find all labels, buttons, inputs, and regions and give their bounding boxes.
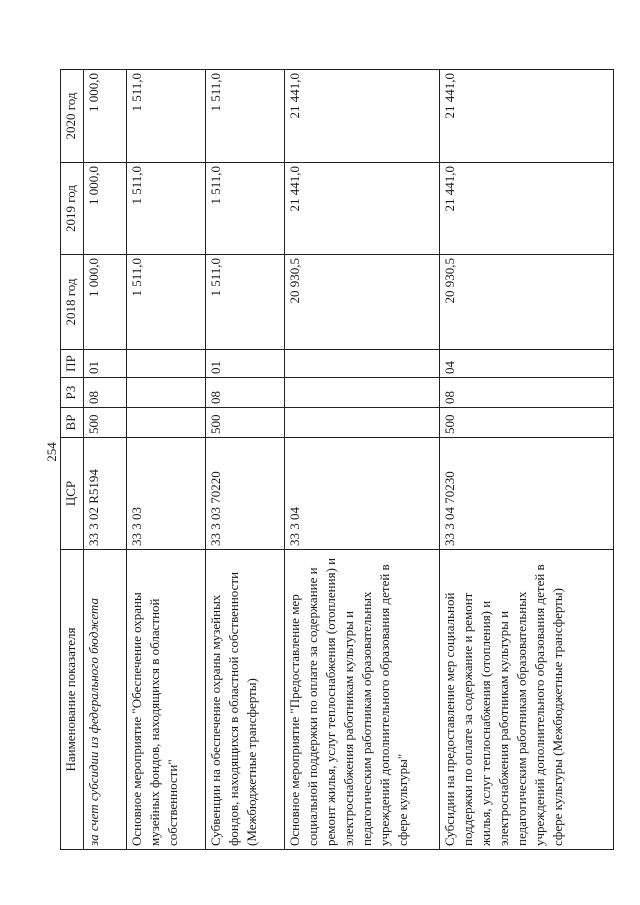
row-vr — [127, 408, 206, 438]
header-2018: 2018 год — [61, 255, 84, 350]
row-pr: 01 — [206, 350, 285, 378]
row-2019: 1 511,0 — [206, 163, 285, 255]
row-rz — [285, 378, 440, 408]
table-row — [285, 70, 440, 850]
row-pr: 04 — [440, 350, 614, 378]
row-csr: 33 3 03 — [127, 438, 206, 550]
row-name: Основное мероприятие "Предоставление мер социальной поддержки по оплате за содержание и ремонт жилья, услуг теплоснабжения (отопления) и электроснабжения работникам культуры и педагогическим работникам образовательных учреждений дополнительного образования детей в сфере культуры" — [285, 550, 440, 850]
row-2018: 1 511,0 — [127, 255, 206, 350]
row-csr: 33 3 02 R5194 — [84, 438, 127, 550]
row-2019: 21 441,0 — [285, 163, 440, 255]
row-pr: 01 — [84, 350, 127, 378]
header-rz: РЗ — [61, 378, 84, 408]
row-rz: 08 — [206, 378, 285, 408]
row-csr: 33 3 03 70220 — [206, 438, 285, 550]
table-row — [127, 70, 206, 850]
row-pr — [285, 350, 440, 378]
rotated-table-wrapper — [60, 70, 565, 850]
row-name: за счет субсидии из федерального бюджета — [84, 550, 127, 850]
header-2019: 2019 год — [61, 163, 84, 255]
header-pr: ПР — [61, 350, 84, 378]
row-rz: 08 — [84, 378, 127, 408]
row-vr: 500 — [84, 408, 127, 438]
row-pr — [127, 350, 206, 378]
row-2020: 1 511,0 — [206, 70, 285, 163]
row-csr: 33 3 04 70230 — [440, 438, 614, 550]
row-2018: 20 930,5 — [440, 255, 614, 350]
row-2018: 1 000,0 — [84, 255, 127, 350]
row-2019: 1 000,0 — [84, 163, 127, 255]
page-number: 254 — [44, 442, 59, 462]
row-vr: 500 — [206, 408, 285, 438]
header-name: Наименование показателя — [61, 550, 84, 850]
row-name: Субвенции на обеспечение охраны музейных фондов, находящихся в областной собственности (Межбюджетные трансферты) — [206, 550, 285, 850]
row-rz — [127, 378, 206, 408]
row-2019: 1 511,0 — [127, 163, 206, 255]
table-row — [440, 70, 614, 850]
row-2018: 20 930,5 — [285, 255, 440, 350]
header-2020: 2020 год — [61, 70, 84, 163]
row-csr: 33 3 04 — [285, 438, 440, 550]
budget-table — [60, 69, 614, 850]
row-name: Основное мероприятие "Обеспечение охраны музейных фондов, находящихся в областной собственности" — [127, 550, 206, 850]
row-2020: 21 441,0 — [285, 70, 440, 163]
row-2020: 1 511,0 — [127, 70, 206, 163]
header-vr: ВР — [61, 408, 84, 438]
row-2020: 21 441,0 — [440, 70, 614, 163]
row-2019: 21 441,0 — [440, 163, 614, 255]
row-rz: 08 — [440, 378, 614, 408]
table-row — [206, 70, 285, 850]
row-vr: 500 — [440, 408, 614, 438]
row-name: Субсидии на предоставление мер социальной поддержки по оплате за содержание и ремонт жилья, услуг теплоснабжения (отопления) и электроснабжения работникам культуры и педагогическим работникам образовательных учреждений дополнительного образования детей в сфере культуры (Межбюджетные трансферты) — [440, 550, 614, 850]
row-2018: 1 511,0 — [206, 255, 285, 350]
row-vr — [285, 408, 440, 438]
header-csr: ЦСР — [61, 438, 84, 550]
row-2020: 1 000,0 — [84, 70, 127, 163]
table-header-row — [61, 70, 84, 850]
table-row — [84, 70, 127, 850]
